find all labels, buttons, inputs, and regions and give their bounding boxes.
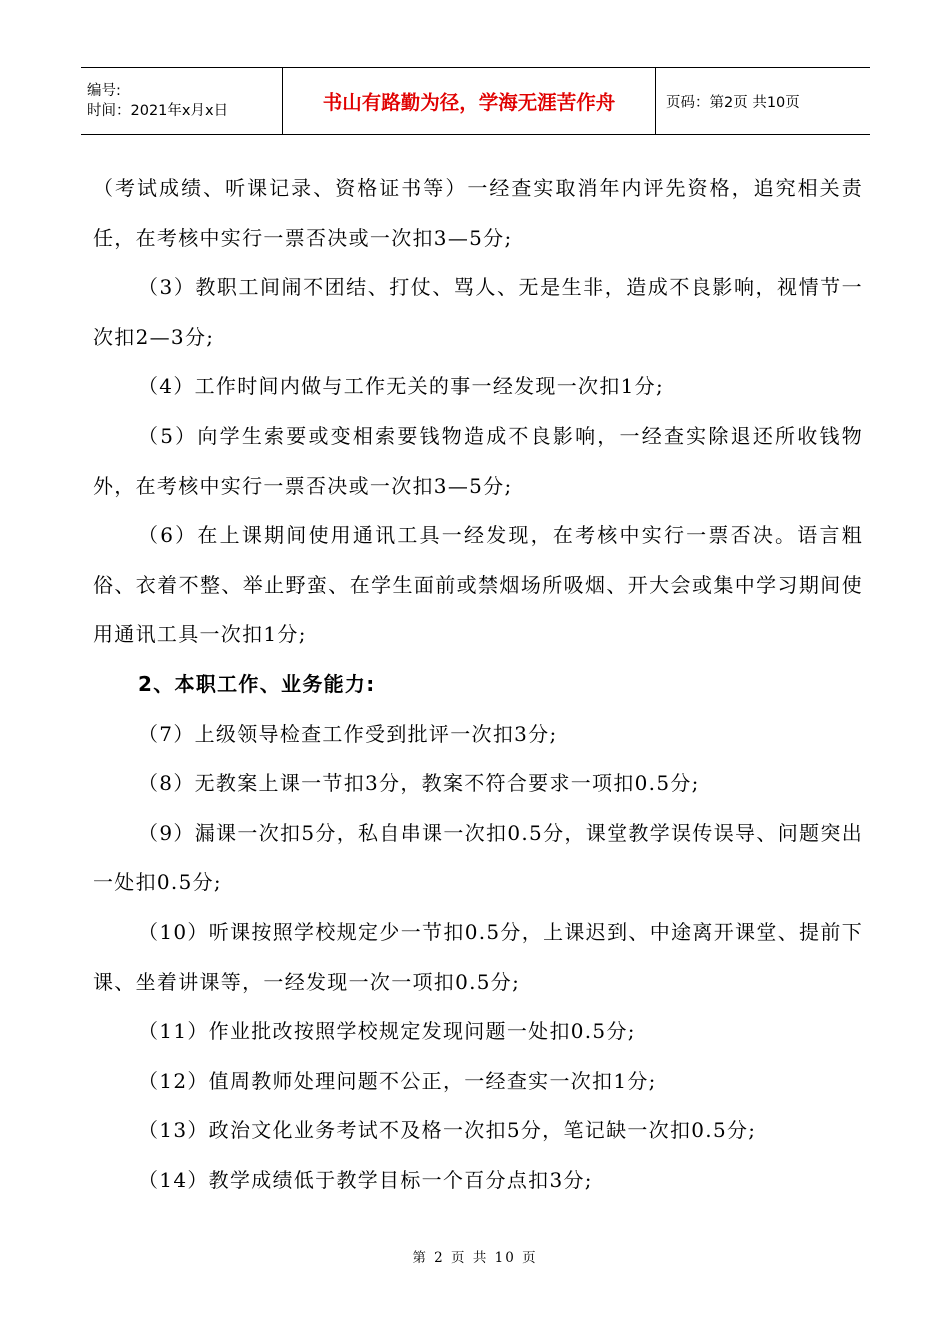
paragraph: （10）听课按照学校规定少一节扣0.5分，上课迟到、中途离开课堂、提前下课、坐着讲课等，一经发现一次一项扣0.5分; <box>93 919 863 994</box>
paragraph: （12）值周教师处理问题不公正，一经查实一次扣1分; <box>138 1068 657 1093</box>
page-header <box>81 67 870 135</box>
header-meta <box>81 68 283 134</box>
section-heading: 2、本职工作、业务能力: <box>138 671 376 696</box>
paragraph: （3）教职工间闹不团结、打仗、骂人、无是生非，造成不良影响，视情节一次扣2—3分; <box>93 275 863 349</box>
paragraph: （7）上级领导检查工作受到批评一次扣3分; <box>138 721 558 746</box>
page-footer: 第 2 页 共 10 页 <box>412 1250 538 1266</box>
paragraph: （14）教学成绩低于教学目标一个百分点扣3分; <box>138 1167 593 1192</box>
document-body <box>93 164 863 1205</box>
paragraph: （8）无教案上课一节扣3分，教案不符合要求一项扣0.5分; <box>138 771 700 796</box>
document-date: 时间：2021年x月x日 <box>87 103 229 119</box>
header-page-indicator: 页码：第2页 共10页 <box>666 94 800 111</box>
paragraph: （考试成绩、听课记录、资格证书等）一经查实取消年内评先资格，追究相关责任，在考核中实行一票否决或一次扣3—5分; <box>93 176 863 250</box>
header-slogan: 书山有路勤为径，学海无涯苦作舟 <box>283 68 656 134</box>
document-number-label: 编号: <box>87 83 121 99</box>
paragraph: （6）在上课期间使用通讯工具一经发现，在考核中实行一票否决。语言粗俗、衣着不整、举止野蛮、在学生面前或禁烟场所吸烟、开大会或集中学习期间使用通讯工具一次扣1分; <box>93 523 863 647</box>
paragraph: （13）政治文化业务考试不及格一次扣5分，笔记缺一次扣0.5分; <box>138 1118 757 1143</box>
paragraph: （4）工作时间内做与工作无关的事一经发现一次扣1分; <box>138 374 664 399</box>
paragraph: （5）向学生索要或变相索要钱物造成不良影响，一经查实除退还所收钱物外，在考核中实行一票否决或一次扣3—5分; <box>93 423 863 498</box>
paragraph: （9）漏课一次扣5分，私自串课一次扣0.5分，课堂教学误传误导、问题突出一处扣0.5分; <box>93 820 863 895</box>
paragraph: （11）作业批改按照学校规定发现问题一处扣0.5分; <box>138 1019 636 1044</box>
